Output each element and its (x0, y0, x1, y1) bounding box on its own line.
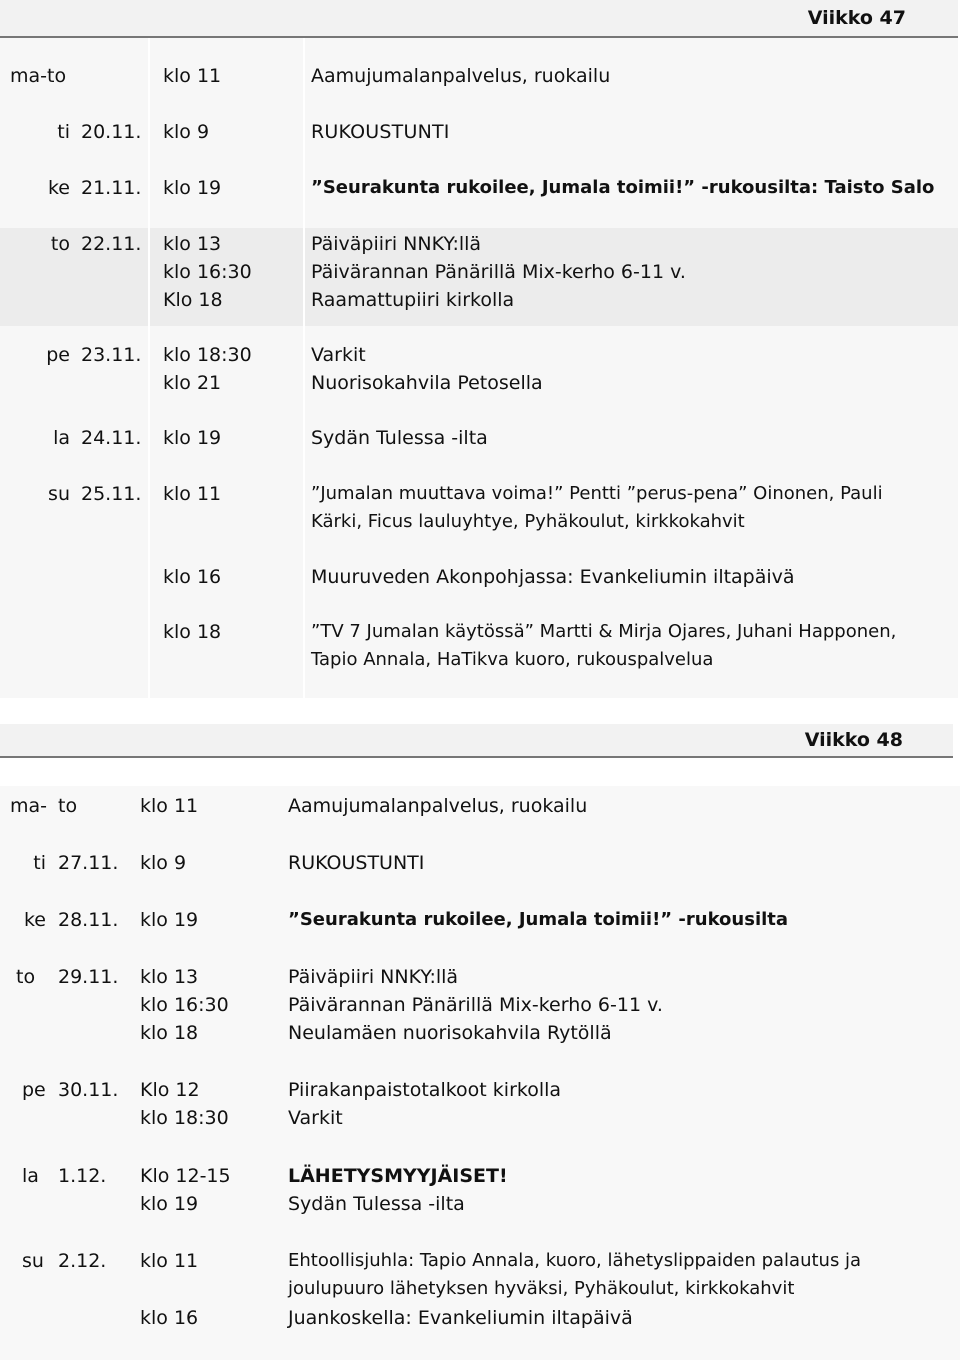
day-label: pe (46, 344, 70, 366)
schedule-table (0, 786, 960, 1360)
time-label: Klo 12-15 (140, 1165, 231, 1187)
day-label: ke (23, 909, 46, 931)
week-header (0, 724, 953, 758)
day-label: ke (47, 177, 70, 199)
date-label: 30.11. (58, 1079, 119, 1101)
date-label: 1.12. (58, 1165, 107, 1187)
day-label: la (22, 1165, 39, 1187)
event-text: Aamujumalanpalvelus, ruokailu (311, 65, 611, 87)
event-text: RUKOUSTUNTI (311, 121, 450, 143)
time-label: Klo 18 (163, 289, 223, 311)
time-label: klo 18:30 (163, 344, 252, 366)
event-text: ”Seurakunta rukoilee, Jumala toimii!” -rukousilta (288, 909, 789, 930)
schedule-row (0, 618, 958, 646)
schedule-row (0, 341, 958, 369)
time-label: klo 11 (140, 795, 199, 817)
schedule-row (0, 1162, 960, 1190)
date-label: 25.11. (81, 483, 142, 505)
day-label: pe (22, 1079, 46, 1101)
time-label: klo 18:30 (140, 1107, 229, 1129)
event-text: Neulamäen nuorisokahvila Rytöllä (288, 1022, 612, 1044)
time-label: klo 13 (163, 233, 222, 255)
time-label: klo 16 (163, 566, 222, 588)
date-label: 28.11. (58, 909, 119, 931)
schedule-row (0, 1247, 960, 1275)
time-label: klo 16 (140, 1307, 199, 1329)
day-label: la (53, 427, 70, 449)
event-text: Muuruveden Akonpohjassa: Evankeliumin iltapäivä (311, 566, 795, 588)
schedule-row (0, 1019, 960, 1047)
time-label: klo 18 (163, 621, 222, 643)
day-label: su (22, 1250, 44, 1272)
time-label: klo 16:30 (163, 261, 252, 283)
date-label: 24.11. (81, 427, 142, 449)
schedule-row (0, 563, 958, 591)
date-label: 23.11. (81, 344, 142, 366)
event-text: Päivärannan Pänärillä Mix-kerho 6-11 v. (288, 994, 663, 1016)
day-label: to (50, 233, 70, 255)
date-label: to (58, 795, 78, 817)
event-text: Päiväpiiri NNKY:llä (288, 966, 459, 988)
schedule-row (0, 1076, 960, 1104)
day-label: ti (57, 121, 70, 143)
event-text: Päiväpiiri NNKY:llä (311, 233, 482, 255)
schedule-row-continued (0, 646, 958, 674)
event-text: Ehtoollisjuhla: Tapio Annala, kuoro, lähetyslippaiden palautus ja (288, 1250, 862, 1271)
day-label: ma-to (10, 65, 67, 87)
time-label: klo 16:30 (140, 994, 229, 1016)
schedule-row (0, 424, 958, 452)
day-label: ti (33, 852, 46, 874)
date-label: 20.11. (81, 121, 142, 143)
time-label: klo 13 (140, 966, 199, 988)
time-label: klo 19 (163, 427, 222, 449)
schedule-row (0, 286, 958, 314)
time-label: klo 21 (163, 372, 222, 394)
week-title: Viikko 48 (804, 729, 903, 751)
schedule-row-continued (0, 508, 958, 536)
date-label: 22.11. (81, 233, 142, 255)
time-label: klo 11 (163, 483, 222, 505)
week-header (0, 0, 958, 38)
week-48-section (0, 724, 960, 1360)
event-text-line2: Kärki, Ficus lauluyhtye, Pyhäkoulut, kirkkokahvit (311, 511, 745, 532)
schedule-row (0, 963, 960, 991)
time-label: Klo 12 (140, 1079, 200, 1101)
schedule-row (0, 1304, 960, 1332)
schedule-row (0, 1190, 960, 1218)
time-label: klo 9 (163, 121, 210, 143)
event-text: Nuorisokahvila Petosella (311, 372, 543, 394)
schedule-row-continued (0, 1275, 960, 1303)
date-label: 2.12. (58, 1250, 107, 1272)
date-label: 29.11. (58, 966, 119, 988)
time-label: klo 19 (140, 909, 199, 931)
date-label: 21.11. (81, 177, 142, 199)
schedule-row (0, 62, 958, 90)
schedule-row (0, 906, 960, 934)
event-text: Päivärannan Pänärillä Mix-kerho 6-11 v. (311, 261, 686, 283)
schedule-row (0, 991, 960, 1019)
event-text: Piirakanpaistotalkoot kirkolla (288, 1079, 562, 1101)
event-text: RUKOUSTUNTI (288, 852, 425, 874)
event-text: Raamattupiiri kirkolla (311, 289, 515, 311)
event-text: Sydän Tulessa -ilta (311, 427, 488, 449)
time-label: klo 18 (140, 1022, 199, 1044)
event-text: Sydän Tulessa -ilta (288, 1193, 465, 1215)
schedule-row (0, 258, 958, 286)
time-label: klo 19 (163, 177, 222, 199)
event-text-line2: Tapio Annala, HaTikva kuoro, rukouspalvelua (311, 649, 714, 670)
event-text: Varkit (288, 1107, 343, 1129)
day-label: su (48, 483, 70, 505)
schedule-table (0, 38, 958, 698)
event-text: Juankoskella: Evankeliumin iltapäivä (288, 1307, 633, 1329)
schedule-row (0, 480, 958, 508)
schedule-row (0, 118, 958, 146)
event-text: ”Jumalan muuttava voima!” Pentti ”perus-pena” Oinonen, Pauli (311, 483, 883, 504)
week-title: Viikko 47 (807, 7, 906, 29)
time-label: klo 11 (140, 1250, 199, 1272)
schedule-row (0, 792, 960, 820)
schedule-row (0, 1104, 960, 1132)
event-text: Aamujumalanpalvelus, ruokailu (288, 795, 588, 817)
event-text-line2: joulupuuro lähetyksen hyväksi, Pyhäkoulut, kirkkokahvit (288, 1278, 795, 1299)
event-text: Varkit (311, 344, 366, 366)
event-text: ”TV 7 Jumalan käytössä” Martti & Mirja Ojares, Juhani Happonen, (311, 621, 897, 642)
time-label: klo 11 (163, 65, 222, 87)
event-text: ”Seurakunta rukoilee, Jumala toimii!” -rukousilta: Taisto Salo (311, 177, 935, 198)
schedule-row (0, 174, 958, 202)
time-label: klo 19 (140, 1193, 199, 1215)
time-label: klo 9 (140, 852, 187, 874)
date-label: 27.11. (58, 852, 119, 874)
event-text: LÄHETYSMYYJÄISET! (288, 1165, 508, 1187)
schedule-row (0, 849, 960, 877)
schedule-row (0, 230, 958, 258)
day-label: ma- (10, 795, 48, 817)
day-label: to (16, 966, 36, 988)
schedule-row (0, 369, 958, 397)
